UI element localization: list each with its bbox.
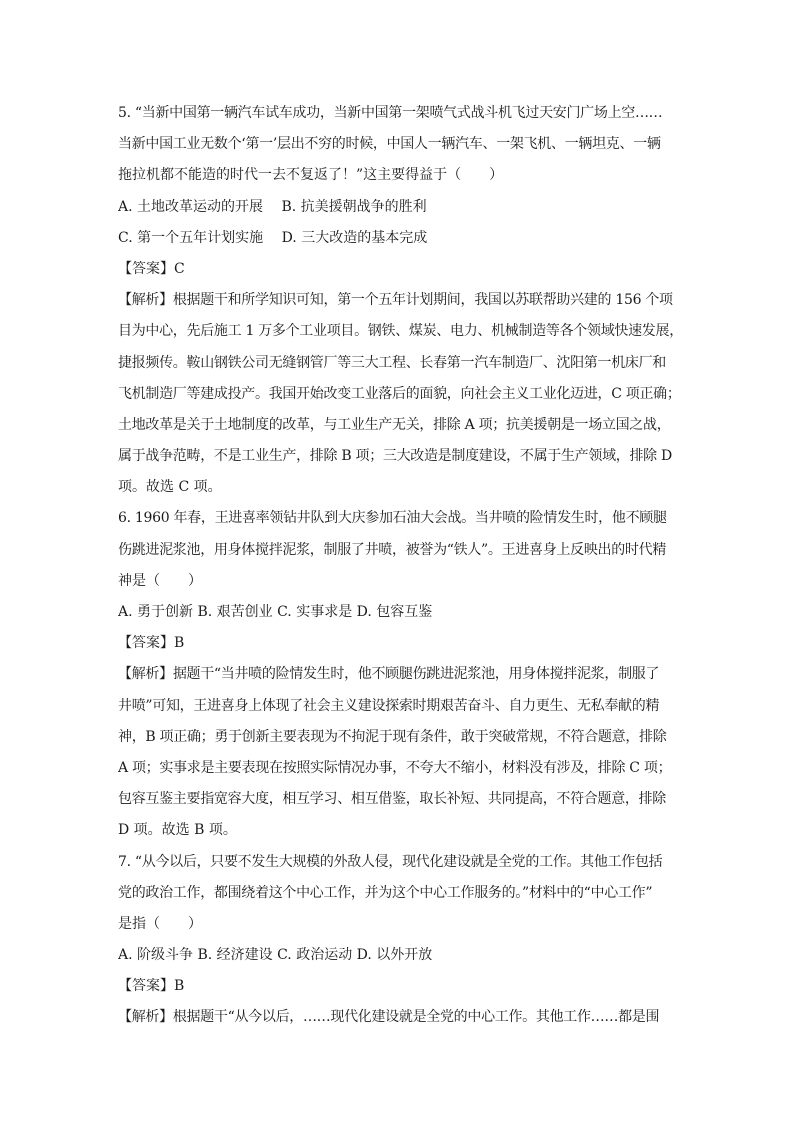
analysis-line: 土地改革是关于土地制度的改革，与工业生产无关，排除 A 项；抗美援朝是一场立国之战， (118, 416, 671, 433)
answer-options: A. 阶级斗争 B. 经济建设 C. 政治运动 D. 以外开放 (118, 947, 433, 964)
answer-options: A. 土地改革运动的开展 B. 抗美援朝战争的胜利 (118, 198, 427, 215)
answer-value: B (174, 635, 185, 652)
analysis-line: 飞机制造厂等建成投产。我国开始改变工业落后的面貌，向社会主义工业化迈进，C 项正确； (118, 385, 681, 402)
answer-options: A. 勇于创新 B. 艰苦创业 C. 实事求是 D. 包容互鉴 (118, 604, 433, 620)
question-stem-line: 神是（ ） (118, 572, 202, 589)
question-stem-line: 是指（ ） (118, 915, 202, 932)
question-6 (118, 503, 684, 846)
analysis-line: 井喷”可知，王进喜身上体现了社会主义建设探索时期艰苦奋斗、自力更生、无私奉献的精 (118, 697, 660, 714)
analysis-line (118, 1002, 684, 1033)
question-7 (118, 847, 684, 1034)
answer-value: B (174, 978, 185, 995)
question-stem-line: 伤跳进泥浆池，用身体搅拌泥浆，制服了井喷，被誉为“铁人”。王进喜身上反映出的时代精 (118, 541, 667, 558)
analysis-line: 属于战争范畴，不是工业生产，排除 B 项；三大改造是制度建设，不属于生产领域，排除 D (118, 448, 672, 465)
answer-line (118, 971, 684, 1002)
analysis-line: 包容互鉴主要指宽容大度，相互学习、相互借鉴，取长补短、共同提高，不符合题意，排除 (118, 791, 666, 808)
question-stem-line: 7. “从今以后，只要不发生大规模的外敌人侵，现代化建设就是全党的工作。其他工作包括 (118, 853, 663, 870)
question-content (118, 98, 684, 1034)
answer-label: 【答案】 (118, 260, 174, 277)
answer-line (118, 254, 684, 285)
analysis-line: D 项。故选 B 项。 (118, 822, 237, 839)
question-stem-line: 6. 1960 年春，王进喜率领钻井队到大庆参加石油大会战。当井喷的险情发生时，他不顾腿 (118, 510, 667, 527)
analysis-line: 神，B 项正确；勇于创新主要表现为不拘泥于现有条件，敢于突破常规，不符合题意，排除 (118, 728, 667, 745)
analysis-line: 项。故选 C 项。 (118, 479, 222, 496)
analysis-line: 目为中心，先后施工 1 万多个工业项目。钢铁、煤炭、电力、机械制造等各个领域快速发展， (118, 323, 683, 340)
answer-line (118, 628, 684, 659)
analysis-text: 根据题干和所学知识可知，第一个五年计划期间，我国以苏联帮助兴建的 156 个项 (172, 292, 673, 309)
analysis-line (118, 285, 684, 316)
question-stem-line: 当新中国工业无数个‘第一’层出不穷的时候，中国人一辆汽车、一架飞机、一辆坦克、一辆 (118, 136, 661, 153)
analysis-label: 【解析】 (118, 1009, 173, 1026)
analysis-line: 捷报频传。鞍山钢铁公司无缝钢管厂等三大工程、长春第一汽车制造厂、沈阳第一机床厂和 (118, 354, 666, 371)
answer-options: C. 第一个五年计划实施 D. 三大改造的基本完成 (118, 229, 428, 246)
answer-value: C (174, 260, 185, 277)
analysis-label: 【解析】 (118, 292, 173, 309)
analysis-line (118, 659, 684, 690)
question-5 (118, 98, 684, 503)
question-stem-line: 拖拉机都不能造的时代一去不复返了！”这主要得益于（ ） (118, 167, 504, 184)
question-stem-line: 5. “当新中国第一辆汽车试车成功，当新中国第一架喷气式战斗机飞过天安门广场上空…… (118, 105, 663, 121)
analysis-label: 【解析】 (118, 666, 173, 683)
analysis-text: 根据题干“从今以后，……现代化建设就是全党的中心工作。其他工作……都是围 (172, 1009, 660, 1026)
question-stem-line: 党的政治工作，都围绕着这个中心工作，并为这个中心工作服务的。”材料中的“中心工作” (118, 884, 653, 901)
answer-label: 【答案】 (118, 978, 174, 995)
answer-label: 【答案】 (118, 635, 174, 652)
analysis-text: 据题干“当井喷的险情发生时，他不顾腿伤跳进泥浆池，用身体搅拌泥浆，制服了 (172, 666, 660, 683)
analysis-line: A 项；实事求是主要表现在按照实际情况办事，不夸大不缩小，材料没有涉及，排除 C 项； (118, 759, 672, 776)
